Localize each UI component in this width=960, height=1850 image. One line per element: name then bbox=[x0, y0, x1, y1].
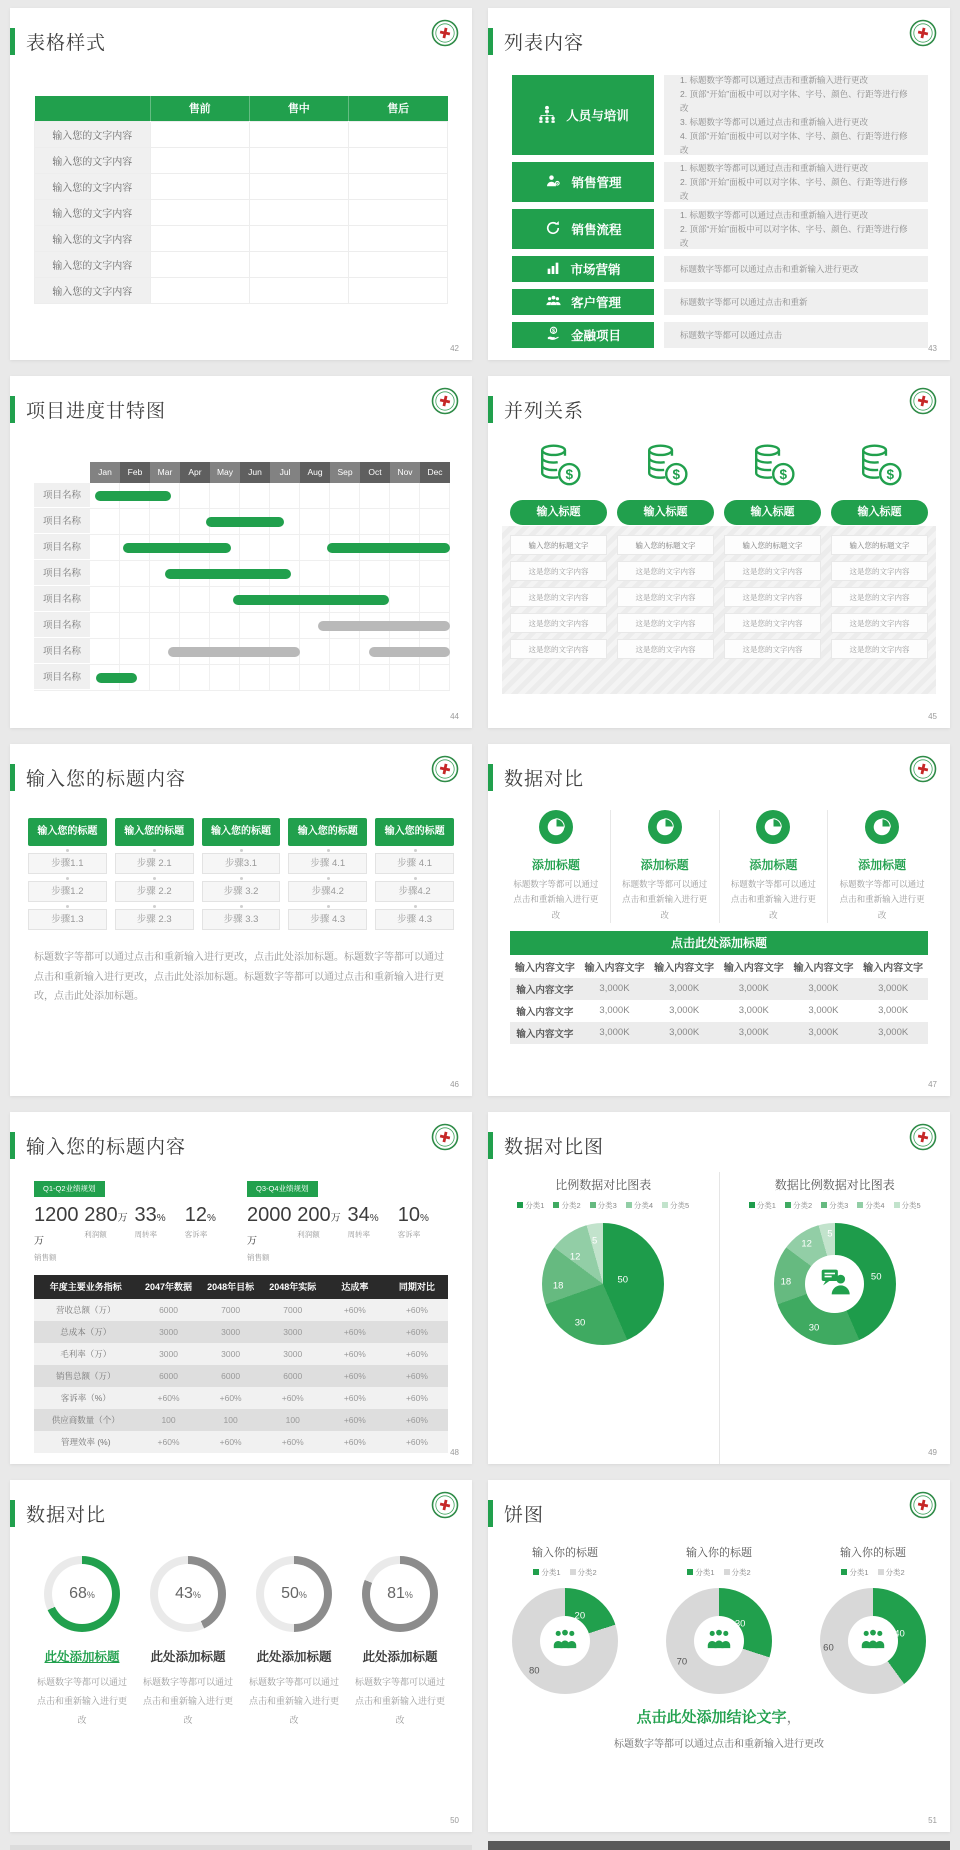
text-row: 这是您的文字内容 bbox=[724, 587, 821, 607]
text-row: 这是您的文字内容 bbox=[831, 639, 928, 659]
coins-dollar-icon bbox=[640, 467, 692, 496]
gantt-row: 项目名称 bbox=[34, 639, 450, 665]
pie-chart: 50 30 18 12 5 bbox=[542, 1223, 664, 1345]
chart-legend: 分类1 分类2 bbox=[796, 1567, 950, 1578]
title-accent-bar bbox=[488, 28, 493, 55]
text-row: 这是您的文字内容 bbox=[510, 639, 607, 659]
list-item-desc: 1. 标题数字等都可以通过点击和重新输入进行更改 2. 顶部“开始”面板中可以对字体、字号、颜色、行距等进行修改 bbox=[664, 162, 928, 202]
text-row: 这是您的文字内容 bbox=[617, 561, 714, 581]
gantt-bar bbox=[123, 543, 231, 553]
svg-text:$: $ bbox=[565, 467, 573, 482]
finance-icon bbox=[545, 325, 562, 345]
table-row: 输入您的文字内容 bbox=[35, 251, 448, 277]
table-row: 输入您的文字内容 bbox=[35, 147, 448, 173]
slide-44-gantt[interactable] bbox=[10, 376, 472, 728]
title-pill: 输入标题 bbox=[724, 500, 821, 525]
hospital-logo-icon bbox=[909, 19, 937, 52]
ring-item-title: 此处添加标题 bbox=[362, 1650, 438, 1664]
page-number: 44 bbox=[450, 712, 459, 721]
stat: 33% 周转率 bbox=[134, 1203, 166, 1239]
table-header: 售前 bbox=[150, 96, 249, 121]
chart-legend: 分类1 分类2 分类3 分类4 分类5 bbox=[488, 1200, 719, 1211]
progress-ring: 43% bbox=[150, 1556, 226, 1632]
page-number: 46 bbox=[450, 1080, 459, 1089]
title-accent-bar bbox=[488, 1132, 493, 1159]
list-item bbox=[512, 75, 928, 155]
table-row: 输入您的文字内容 bbox=[35, 225, 448, 251]
step-column-header: 输入您的标题 bbox=[375, 818, 454, 846]
hospital-logo-icon bbox=[431, 755, 459, 788]
step-item: 步骤4.2 bbox=[288, 881, 367, 902]
ring-item-title: 此处添加标题 bbox=[256, 1650, 332, 1664]
page-number: 47 bbox=[928, 1080, 937, 1089]
step-column-header: 输入您的标题 bbox=[288, 818, 367, 846]
page-number: 50 bbox=[450, 1816, 459, 1825]
stat-group-q3q4 bbox=[235, 1178, 448, 1263]
gantt-bar bbox=[369, 647, 450, 657]
chart-title: 输入你的标题 bbox=[840, 1547, 906, 1559]
stat: 2000万 销售额 bbox=[247, 1203, 292, 1262]
table-row: 营收总额（万） 6000 7000 7000 +60% +60% bbox=[34, 1299, 448, 1321]
step-item: 步骤3.1 bbox=[202, 853, 281, 874]
step-column bbox=[288, 818, 367, 930]
table-header: 售中 bbox=[249, 96, 348, 121]
feature-desc: 标题数字等都可以通过点击和重新输入进行更改 bbox=[513, 879, 599, 920]
list-item-desc: 标题数字等都可以通过点击 bbox=[664, 322, 928, 348]
slide-49-compare-charts[interactable] bbox=[488, 1112, 950, 1464]
gantt-row: 项目名称 bbox=[34, 665, 450, 691]
donut-chart: 20 80 bbox=[512, 1588, 618, 1694]
title-pill: 输入标题 bbox=[510, 500, 607, 525]
gantt-row: 项目名称 bbox=[34, 613, 450, 639]
svg-text:$: $ bbox=[672, 467, 680, 482]
step-item: 步骤1.3 bbox=[28, 909, 107, 930]
feature-block bbox=[828, 810, 936, 923]
hospital-logo-icon bbox=[431, 387, 459, 420]
person-gear-icon bbox=[544, 172, 562, 193]
chart-title: 输入你的标题 bbox=[532, 1547, 598, 1559]
text-row: 输入您的标题文字 bbox=[510, 535, 607, 555]
title-accent-bar bbox=[488, 396, 493, 423]
table-row: 输入您的文字内容 bbox=[35, 277, 448, 303]
gantt-row: 项目名称 bbox=[34, 535, 450, 561]
ring-item-desc: 标题数字等都可以通过点击和重新输入进行更改 bbox=[354, 1677, 445, 1725]
donut-block bbox=[642, 1540, 796, 1694]
next-row-peek-left bbox=[10, 1845, 472, 1850]
step-column-header: 输入您的标题 bbox=[202, 818, 281, 846]
plan-tag: Q1-Q2业绩规划 bbox=[34, 1181, 105, 1197]
title-accent-bar bbox=[10, 1500, 15, 1527]
table-header-blank bbox=[35, 96, 151, 121]
slide-43-list-content[interactable] bbox=[488, 8, 950, 360]
donut-chart: 50 30 18 12 5 bbox=[774, 1223, 896, 1345]
coins-dollar-icon bbox=[747, 467, 799, 496]
table-row: 供应商数量（个） 100 100 100 +60% +60% bbox=[34, 1409, 448, 1431]
step-item: 步骤 4.3 bbox=[375, 909, 454, 930]
chart-title: 输入你的标题 bbox=[686, 1547, 752, 1559]
text-row: 这是您的文字内容 bbox=[724, 613, 821, 633]
step-column-header: 输入您的标题 bbox=[28, 818, 107, 846]
donut-chart: 30 70 bbox=[666, 1588, 772, 1694]
title-pill: 输入标题 bbox=[617, 500, 714, 525]
ring-item bbox=[352, 1556, 448, 1730]
table-row: 客诉率（%） +60% +60% +60% +60% +60% bbox=[34, 1387, 448, 1409]
table-row: 毛利率（万） 3000 3000 3000 +60% +60% bbox=[34, 1343, 448, 1365]
ring-item bbox=[246, 1556, 342, 1730]
page-number: 51 bbox=[928, 1816, 937, 1825]
list-item bbox=[512, 256, 928, 282]
stat: 34% 周转率 bbox=[347, 1203, 379, 1239]
list-item bbox=[512, 322, 928, 348]
next-row-peek-right bbox=[488, 1841, 950, 1850]
table-row: 总成本（万） 3000 3000 3000 +60% +60% bbox=[34, 1321, 448, 1343]
stat: 1200万 销售额 bbox=[34, 1203, 79, 1262]
kpi-table: 年度主要业务指标 2047年数据 2048年目标 2048年实际 达成率 同期对比 营收总额（万） 6000 7000 7000 +60% +60% 总成本（万） 3000 3000 3000 +60% +60% 毛利率（万） 3000 3000 3000 +60% +60% 销售总额（万） 6000 6000 6000 +60% +60% 客诉率（%） +60% +60% +60% +60% +60% 供应商数量（个） 100 100 100 +60% +60% 管理效率 (%) +60% +60% +60% +60% +60% bbox=[34, 1275, 448, 1453]
text-row: 这是您的文字内容 bbox=[831, 613, 928, 633]
table-row: 输入您的文字内容 bbox=[35, 121, 448, 147]
feature-desc: 标题数字等都可以通过点击和重新输入进行更改 bbox=[730, 879, 816, 920]
gantt-bar bbox=[327, 543, 450, 553]
text-row: 这是您的文字内容 bbox=[617, 587, 714, 607]
table-row: 输入您的文字内容 bbox=[35, 173, 448, 199]
text-row: 这是您的文字内容 bbox=[510, 613, 607, 633]
chart-legend: 分类1 分类2 bbox=[488, 1567, 642, 1578]
feature-title: 添加标题 bbox=[531, 858, 580, 872]
table-row: 输入内容文字 3,000K 3,000K 3,000K 3,000K 3,000K bbox=[516, 1005, 909, 1018]
ring-item-desc: 标题数字等都可以通过点击和重新输入进行更改 bbox=[36, 1677, 127, 1725]
feature-title: 添加标题 bbox=[749, 858, 798, 872]
gantt-bar bbox=[165, 569, 291, 579]
person-chat-icon bbox=[816, 1263, 854, 1306]
title-accent-bar bbox=[10, 1132, 15, 1159]
svg-text:$: $ bbox=[779, 467, 787, 482]
org-people-icon bbox=[537, 104, 557, 127]
text-row: 这是您的文字内容 bbox=[724, 561, 821, 581]
step-item: 步骤 4.1 bbox=[375, 853, 454, 874]
slide-42-table-style[interactable] bbox=[10, 8, 472, 360]
feature-title: 添加标题 bbox=[858, 858, 907, 872]
title-pill: 输入标题 bbox=[831, 500, 928, 525]
title-accent-bar bbox=[10, 396, 15, 423]
conclusion-block: 点击此处添加结论文字， 标题数字等都可以通过点击和重新输入进行更改 bbox=[614, 1709, 824, 1750]
people-group-icon bbox=[545, 292, 562, 312]
step-item: 步骤 2.2 bbox=[115, 881, 194, 902]
stat: 12% 客诉率 bbox=[184, 1203, 216, 1239]
step-column bbox=[28, 818, 107, 930]
text-row: 这是您的文字内容 bbox=[724, 639, 821, 659]
text-row: 输入您的标题文字 bbox=[831, 535, 928, 555]
step-column bbox=[375, 818, 454, 930]
donut-block bbox=[488, 1540, 642, 1694]
plan-tag: Q3-Q4业绩规划 bbox=[247, 1181, 318, 1197]
slide-title: 项目进度甘特图 bbox=[26, 401, 167, 422]
slide-45-parallel[interactable] bbox=[488, 376, 950, 728]
slide-title: 输入您的标题内容 bbox=[26, 769, 187, 790]
donut-chart-block bbox=[719, 1172, 951, 1464]
hospital-logo-icon bbox=[909, 1123, 937, 1156]
bar-chart-icon bbox=[545, 260, 561, 279]
stat: 200万 利润额 bbox=[297, 1203, 341, 1239]
gantt-chart bbox=[34, 462, 450, 691]
hospital-logo-icon bbox=[909, 1491, 937, 1524]
coins-dollar-icon bbox=[533, 467, 585, 496]
list-item-label: 销售流程 bbox=[571, 223, 622, 237]
chart-legend: 分类1 分类2 bbox=[642, 1567, 796, 1578]
list-item bbox=[512, 162, 928, 202]
gantt-row: 项目名称 bbox=[34, 509, 450, 535]
ring-item-desc: 标题数字等都可以通过点击和重新输入进行更改 bbox=[248, 1677, 339, 1725]
hospital-logo-icon bbox=[431, 19, 459, 52]
feature-block bbox=[720, 810, 829, 923]
slide-46-steps[interactable] bbox=[10, 744, 472, 1096]
title-accent-bar bbox=[10, 28, 15, 55]
slide-title: 数据对比图 bbox=[504, 1137, 605, 1158]
list-item-desc: 1. 标题数字等都可以通过点击和重新输入进行更改 2. 顶部“开始”面板中可以对字体、字号、颜色、行距等进行修改 3. 标题数字等都可以通过点击和重新输入进行更改 4. 顶部“开始”面板中可以对字体、字号、颜色、行距等进行修改 bbox=[664, 75, 928, 155]
step-item: 步骤 3.2 bbox=[202, 881, 281, 902]
text-row: 输入您的标题文字 bbox=[724, 535, 821, 555]
table-row: 销售总额（万） 6000 6000 6000 +60% +60% bbox=[34, 1365, 448, 1387]
progress-ring: 81% bbox=[362, 1556, 438, 1632]
text-row: 这是您的文字内容 bbox=[831, 587, 928, 607]
stat: 10% 客诉率 bbox=[397, 1203, 429, 1239]
gantt-bar bbox=[96, 673, 137, 683]
gantt-bar bbox=[95, 491, 172, 501]
list-item-desc: 标题数字等都可以通过点击和重新 bbox=[664, 289, 928, 315]
step-column bbox=[115, 818, 194, 930]
progress-ring: 68% bbox=[44, 1556, 120, 1632]
feature-block bbox=[502, 810, 611, 923]
text-row: 这是您的文字内容 bbox=[510, 561, 607, 581]
gantt-month-header: Jan Feb Mar Apr May Jun Jul Aug Sep Oct Nov Dec bbox=[34, 462, 450, 483]
list-item-label: 客户管理 bbox=[570, 296, 621, 310]
page-number: 45 bbox=[928, 712, 937, 721]
progress-ring: 50% bbox=[256, 1556, 332, 1632]
stat-group-q1q2 bbox=[34, 1178, 235, 1263]
pie-badge-icon bbox=[539, 831, 573, 848]
slide-50-ring-compare[interactable] bbox=[10, 1480, 472, 1832]
table-header: 售后 bbox=[348, 96, 447, 121]
slide-title: 表格样式 bbox=[26, 33, 107, 54]
slide-title: 数据对比 bbox=[504, 769, 585, 790]
text-row: 这是您的文字内容 bbox=[617, 613, 714, 633]
gantt-bar bbox=[168, 647, 300, 657]
list-item-desc: 1. 标题数字等都可以通过点击和重新输入进行更改 2. 顶部“开始”面板中可以对字体、字号、颜色、行距等进行修改 bbox=[664, 209, 928, 249]
chart-legend: 分类1 分类2 分类3 分类4 分类5 bbox=[720, 1200, 951, 1211]
page-number: 48 bbox=[450, 1448, 459, 1457]
pie-badge-icon bbox=[648, 831, 682, 848]
people-icon bbox=[856, 1622, 890, 1661]
sales-stage-table bbox=[34, 96, 448, 304]
page-number: 49 bbox=[928, 1448, 937, 1457]
step-item: 步骤1.1 bbox=[28, 853, 107, 874]
gantt-bar bbox=[233, 595, 389, 605]
gantt-row: 项目名称 bbox=[34, 483, 450, 509]
text-row: 这是您的文字内容 bbox=[510, 587, 607, 607]
title-accent-bar bbox=[488, 1500, 493, 1527]
step-item: 步骤4.2 bbox=[375, 881, 454, 902]
slide-title: 数据对比 bbox=[26, 1505, 107, 1526]
chart-title: 数据比例数据对比图表 bbox=[774, 1178, 895, 1192]
page-number: 43 bbox=[928, 344, 937, 353]
chart-title: 比例数据对比图表 bbox=[555, 1178, 652, 1192]
title-accent-bar bbox=[10, 764, 15, 791]
list-item bbox=[512, 209, 928, 249]
add-title-banner: 点击此处添加标题 bbox=[510, 931, 928, 955]
donut-block bbox=[796, 1540, 950, 1694]
page-number: 42 bbox=[450, 344, 459, 353]
feature-desc: 标题数字等都可以通过点击和重新输入进行更改 bbox=[622, 879, 708, 920]
slide-title: 列表内容 bbox=[504, 33, 585, 54]
ring-item-title: 此处添加标题 bbox=[44, 1650, 120, 1664]
ring-item-desc: 标题数字等都可以通过点击和重新输入进行更改 bbox=[142, 1677, 233, 1725]
step-item: 步骤 4.1 bbox=[288, 853, 367, 874]
step-item: 步骤 4.3 bbox=[288, 909, 367, 930]
table-row: 管理效率 (%) +60% +60% +60% +60% +60% bbox=[34, 1431, 448, 1453]
slide-47-data-compare[interactable] bbox=[488, 744, 950, 1096]
step-item: 步骤 2.3 bbox=[115, 909, 194, 930]
pie-chart-block bbox=[488, 1172, 719, 1464]
list-item-label: 金融项目 bbox=[570, 329, 621, 343]
gantt-row: 项目名称 bbox=[34, 561, 450, 587]
cycle-arrows-icon bbox=[544, 219, 562, 240]
step-item: 步骤 3.3 bbox=[202, 909, 281, 930]
gantt-row: 项目名称 bbox=[34, 587, 450, 613]
table-row: 输入内容文字 3,000K 3,000K 3,000K 3,000K 3,000K bbox=[510, 978, 928, 1000]
coins-dollar-icon bbox=[854, 467, 906, 496]
gantt-bar bbox=[318, 621, 450, 631]
list-item-label: 销售管理 bbox=[571, 176, 622, 190]
step-column bbox=[202, 818, 281, 930]
feature-title: 添加标题 bbox=[640, 858, 689, 872]
gantt-bar bbox=[206, 517, 284, 527]
text-row: 这是您的文字内容 bbox=[831, 561, 928, 581]
svg-text:$: $ bbox=[552, 328, 555, 335]
list-item-desc: 标题数字等都可以通过点击和重新输入进行更改 bbox=[664, 256, 928, 282]
ring-item-title: 此处添加标题 bbox=[150, 1650, 226, 1664]
step-column-header: 输入您的标题 bbox=[115, 818, 194, 846]
slide-title: 饼图 bbox=[504, 1505, 545, 1526]
hospital-logo-icon bbox=[431, 1491, 459, 1524]
text-row: 这是您的文字内容 bbox=[617, 639, 714, 659]
list-item-label: 人员与培训 bbox=[566, 109, 629, 123]
ring-item bbox=[140, 1556, 236, 1730]
body-paragraph: 标题数字等都可以通过点击和重新输入进行更改，点击此处添加标题。标题数字等都可以通过点击和重新输入进行更改，点击此处添加标题。标题数字等都可以通过点击和重新输入进行更改，点击此处添加标题。 bbox=[34, 952, 444, 1002]
title-accent-bar bbox=[488, 764, 493, 791]
donut-chart: 40 60 bbox=[820, 1588, 926, 1694]
feature-desc: 标题数字等都可以通过点击和重新输入进行更改 bbox=[839, 879, 925, 920]
step-item: 步骤 2.1 bbox=[115, 853, 194, 874]
parallel-column bbox=[724, 440, 821, 659]
list-item bbox=[512, 289, 928, 315]
parallel-column bbox=[831, 440, 928, 659]
ring-item bbox=[34, 1556, 130, 1730]
table-row: 输入内容文字 3,000K 3,000K 3,000K 3,000K 3,000K bbox=[510, 1022, 928, 1044]
parallel-column bbox=[510, 440, 607, 659]
hospital-logo-icon bbox=[909, 387, 937, 420]
slide-title: 输入您的标题内容 bbox=[26, 1137, 187, 1158]
text-row: 输入您的标题文字 bbox=[617, 535, 714, 555]
step-item: 步骤1.2 bbox=[28, 881, 107, 902]
slide-title: 并列关系 bbox=[504, 401, 585, 422]
feature-block bbox=[611, 810, 720, 923]
slide-48-kpi-table[interactable] bbox=[10, 1112, 472, 1464]
list-item-label: 市场营销 bbox=[570, 263, 621, 277]
people-icon bbox=[702, 1622, 736, 1661]
pie-badge-icon bbox=[756, 831, 790, 848]
slide-51-pie-charts[interactable] bbox=[488, 1480, 950, 1832]
parallel-column bbox=[617, 440, 714, 659]
hospital-logo-icon bbox=[431, 1123, 459, 1156]
data-compare-table: 输入内容文字 输入内容文字 输入内容文字 输入内容文字 输入内容文字 输入内容文字 输入内容文字 3,000K 3,000K 3,000K 3,000K 3,000K 输入内容文字 3,000K 3,000K 3,000K 3,000K 3,000K 输入内容文字 3,000K 3,000K 3,000K 3,000K 3,000K bbox=[510, 955, 928, 1044]
svg-text:$: $ bbox=[886, 467, 894, 482]
pie-badge-icon bbox=[865, 831, 899, 848]
hospital-logo-icon bbox=[909, 755, 937, 788]
stat: 280万 利润额 bbox=[84, 1203, 128, 1239]
table-row: 输入您的文字内容 bbox=[35, 199, 448, 225]
people-icon bbox=[548, 1622, 582, 1661]
